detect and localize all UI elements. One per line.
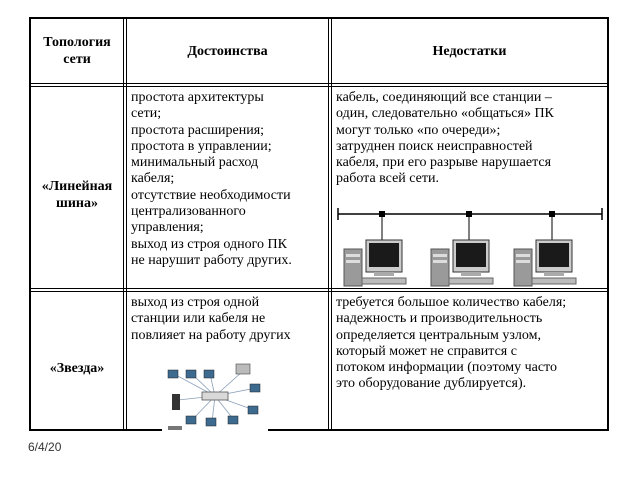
list-item: который может не справится с — [336, 343, 517, 359]
list-item: повлияет на работу других — [131, 327, 291, 343]
list-item: выход из строя одного ПК — [131, 236, 287, 252]
list-item: определяется центральным узлом, — [336, 327, 542, 343]
list-item: надежность и производительность — [336, 311, 543, 327]
list-item: выход из строя одной — [131, 295, 260, 310]
bus-station-1 — [344, 211, 406, 286]
star-advantages — [127, 292, 328, 344]
hub-icon — [202, 392, 228, 400]
header-topology-line1: Топология — [43, 35, 111, 50]
star-network-diagram — [162, 360, 268, 436]
table-border-bottom — [29, 429, 609, 431]
header-advantages-text: Достоинства — [187, 43, 268, 59]
list-item: простота расширения; — [131, 122, 265, 138]
list-item: простота архитектуры — [131, 90, 264, 105]
row-label-star — [31, 360, 123, 377]
col-divider-2a — [328, 17, 329, 431]
slide-date: 6/4/20 — [28, 440, 62, 454]
row-label-bus — [31, 178, 123, 212]
row-divider-1a — [29, 83, 609, 84]
list-item: могут только «по очереди»; — [336, 122, 501, 138]
printer-icon — [236, 364, 250, 374]
list-item: управления; — [131, 220, 204, 236]
list-item: затруднен поиск неисправностей — [336, 138, 533, 154]
list-item: централизованного — [131, 204, 246, 220]
list-item: кабеля; — [131, 171, 175, 187]
list-item: кабеля, при его разрыве нарушается — [336, 155, 552, 171]
row-label-bus-line2: шина» — [56, 196, 98, 211]
table-border-right — [607, 17, 609, 431]
scanner-icon — [168, 426, 182, 430]
bus-station-3 — [514, 211, 576, 286]
list-item: минимальный расход — [131, 155, 259, 171]
server-icon — [172, 394, 180, 410]
col-divider-1a — [123, 17, 124, 431]
header-advantages — [127, 19, 328, 83]
bus-advantages — [127, 87, 328, 269]
list-item: кабель, соединяющий все станции – — [336, 90, 552, 105]
header-topology-line2: сети — [63, 52, 91, 67]
list-item: один, следовательно «общаться» ПК — [336, 106, 554, 122]
list-item: это оборудование дублируется). — [336, 376, 527, 392]
list-item: простота в управлении; — [131, 138, 272, 154]
header-disadvantages-text: Недостатки — [432, 43, 507, 59]
list-item: работа всей сети. — [336, 171, 439, 187]
bus-network-diagram — [332, 202, 607, 288]
topology-table — [29, 17, 609, 431]
bus-station-2 — [431, 211, 493, 286]
list-item: не нарушит работу других. — [131, 252, 292, 268]
bus-disadvantages — [332, 87, 607, 188]
header-topology — [31, 19, 123, 83]
list-item: требуется большое количество кабеля; — [336, 295, 567, 310]
row-label-star-line1: «Звезда» — [49, 361, 105, 376]
list-item: потоком информации (поэтому часто — [336, 360, 557, 376]
row-divider-2a — [29, 288, 609, 289]
list-item: станции или кабеля не — [131, 311, 266, 327]
star-disadvantages — [332, 292, 607, 393]
row-label-bus-line1: «Линейная — [41, 179, 113, 194]
list-item: сети; — [131, 106, 162, 122]
header-disadvantages — [332, 19, 607, 83]
list-item: отсутствие необходимости — [131, 187, 291, 203]
